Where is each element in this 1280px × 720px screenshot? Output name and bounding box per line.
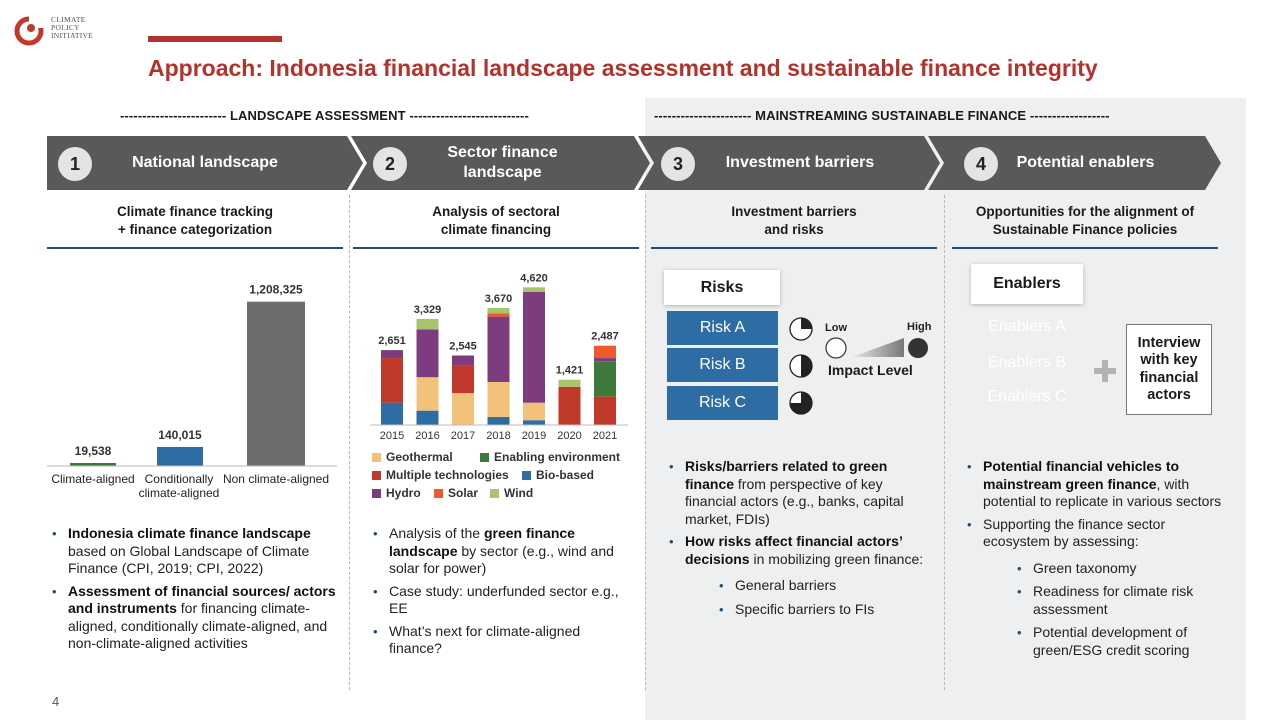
stacked-bar-segment <box>523 420 545 425</box>
legend-swatch <box>372 471 381 480</box>
half-pie-icon <box>790 355 812 377</box>
col1-bullets <box>52 525 337 658</box>
col1-heading: Climate finance tracking + finance categorization <box>116 204 274 237</box>
stacked-bar-segment <box>523 403 545 421</box>
list-item: • Analysis of the green finance landscape by sector (e.g., wind and solar for power) <box>373 525 635 578</box>
legend-label: Bio-based <box>536 468 595 482</box>
legend-item <box>434 486 478 500</box>
risk-a-box: Risk A <box>667 311 778 345</box>
step-2-label: Sector finance landscape <box>447 144 558 181</box>
step-3-number: 3 <box>661 147 695 181</box>
step-1-number: 1 <box>58 147 92 181</box>
legend-label: Wind <box>504 486 534 500</box>
stacked-bar-segment <box>594 346 616 358</box>
x-tick-label: 2016 <box>415 430 440 442</box>
bar-total-label: 2,487 <box>591 330 619 343</box>
list-item: • General barriers <box>669 577 937 595</box>
stacked-bar-segment <box>452 365 474 393</box>
list-item: • Assessment of financial sources/ actors and instruments for financing climate-aligned, conditionally climate-aligned, and non-climate-aligned activities <box>52 583 337 653</box>
impact-level-label: Impact Level <box>828 362 913 378</box>
stacked-bar-segment <box>417 411 439 425</box>
classification-bar-chart <box>47 280 337 470</box>
stacked-bar-segment <box>488 317 510 382</box>
stacked-bar-segment <box>488 382 510 417</box>
list-item: • Potential financial vehicles to mainstream green finance, with potential to replicate in various sectors <box>967 458 1227 511</box>
list-item: • Green taxonomy <box>967 560 1227 578</box>
bar-value-label: 140,015 <box>158 427 202 442</box>
legend-swatch <box>434 489 443 498</box>
bar <box>247 302 305 466</box>
stacked-bar-segment <box>594 358 616 361</box>
stacked-bar-segment <box>452 356 474 366</box>
legend-swatch <box>522 471 531 480</box>
quarter-pie-icon <box>790 318 812 340</box>
stacked-bar-segment <box>381 403 403 425</box>
legend-swatch <box>480 453 489 462</box>
page-title: Approach: Indonesia financial landscape assessment and sustainable finance integrity <box>148 55 1098 81</box>
legend-swatch <box>372 489 381 498</box>
risk-b-box: Risk B <box>667 348 778 382</box>
step-1-label: National landscape <box>132 154 278 171</box>
bar-total-label: 4,620 <box>520 272 548 285</box>
list-item: • Indonesia climate finance landscape based on Global Landscape of Climate Finance (CPI, 2019; CPI, 2022) <box>52 525 337 578</box>
step-3-label: Investment barriers <box>725 154 875 171</box>
legend-item <box>372 450 453 464</box>
list-item: • Supporting the finance sector ecosystem by assessing: <box>967 516 1227 551</box>
legend-label: Multiple technologies <box>386 468 509 482</box>
logo-text: CLIMATE POLICY INITIATIVE <box>51 15 94 40</box>
stacked-bar-segment <box>488 417 510 425</box>
interview-box: Interview with key financial actors <box>1126 324 1212 415</box>
legend-swatch <box>490 489 499 498</box>
stacked-bar-segment <box>523 287 545 291</box>
legend-label: Enabling environment <box>494 450 621 464</box>
bar-total-label: 2,651 <box>378 335 406 348</box>
landscape-assessment-label: ------------------------ LANDSCAPE ASSESSMENT --------------------------- <box>120 108 529 123</box>
col4-rule <box>952 247 1218 249</box>
x-tick-label: 2020 <box>557 430 582 442</box>
legend-item <box>522 468 594 482</box>
step-4-label: Potential enablers <box>1016 154 1155 171</box>
col2-bullets <box>373 525 635 663</box>
sector-chart-legend <box>372 450 632 502</box>
x-tick-label: 2018 <box>486 430 511 442</box>
legend-label: Geothermal <box>386 450 453 464</box>
bar-value-label: 19,538 <box>74 444 112 458</box>
legend-label: Hydro <box>386 486 421 500</box>
enablers-header: Enablers <box>971 264 1083 304</box>
bar-total-label: 3,670 <box>484 293 513 306</box>
bar-total-label: 3,329 <box>413 303 442 316</box>
enablers-a-box: Enablers A <box>988 318 1066 335</box>
sector-stacked-bar-chart <box>370 258 630 444</box>
col3-heading: Investment barriers and risks <box>731 204 857 237</box>
stacked-bar-segment <box>594 361 616 396</box>
legend-swatch <box>372 453 381 462</box>
list-item: • Specific barriers to FIs <box>669 601 937 619</box>
bar-category-label: Climate-aligned <box>51 472 135 486</box>
enablers-b-box: Enablers B <box>987 353 1067 371</box>
low-impact-circle-icon <box>826 338 846 358</box>
bar-value-label: 1,208,325 <box>249 282 303 297</box>
column-divider <box>645 195 646 690</box>
list-item: • How risks affect financial actors’ decisions in mobilizing green finance: <box>669 533 937 568</box>
stacked-bar-segment <box>488 313 510 316</box>
list-item: • Risks/barriers related to green finance from perspective of key financial actors (e.g., banks, capital market, FDIs) <box>669 458 937 528</box>
high-impact-circle-icon <box>908 338 928 358</box>
column-divider <box>944 195 945 690</box>
stacked-bar-segment <box>559 387 581 425</box>
risks-header: Risks <box>664 270 780 305</box>
stacked-bar-segment <box>594 396 616 425</box>
enablers-c-box: Enablers C <box>987 388 1067 405</box>
stacked-bar-segment <box>417 329 439 377</box>
col4-bullets <box>967 458 1227 664</box>
impact-pie-icons <box>787 314 817 424</box>
x-tick-label: 2017 <box>450 430 476 442</box>
stacked-bar-segment <box>381 350 403 358</box>
page-number: 4 <box>52 694 60 709</box>
col2-heading: Analysis of sectoral climate financing <box>432 204 560 237</box>
step-4-number: 4 <box>964 147 998 181</box>
legend-item <box>480 450 620 464</box>
stacked-bar-segment <box>381 358 403 403</box>
impact-high-label: High <box>907 321 932 333</box>
impact-scale <box>822 334 934 362</box>
col1-rule <box>47 247 343 249</box>
stacked-bar-segment <box>417 377 439 410</box>
impact-low-label: Low <box>825 322 847 334</box>
legend-item <box>372 468 509 482</box>
bar <box>157 447 203 466</box>
stacked-bar-segment <box>523 292 545 403</box>
bar-category-label: Non climate-aligned <box>222 472 330 486</box>
x-tick-label: 2019 <box>521 430 547 442</box>
list-item: • Potential development of green/ESG credit scoring <box>967 624 1227 659</box>
impact-ramp-icon <box>852 338 904 357</box>
plus-icon <box>1092 358 1118 384</box>
three-quarter-pie-icon <box>790 392 812 414</box>
col2-rule <box>353 247 639 249</box>
stacked-bar-segment <box>559 380 581 387</box>
x-tick-label: 2021 <box>592 430 618 442</box>
list-item: • What’s next for climate-aligned finance? <box>373 623 635 658</box>
mainstreaming-label: ---------------------- MAINSTREAMING SUSTAINABLE FINANCE ------------------ <box>654 108 1110 123</box>
bar-total-label: 1,421 <box>555 364 584 377</box>
bar-total-label: 2,545 <box>449 340 477 353</box>
column-divider <box>349 195 350 690</box>
legend-item <box>372 486 421 500</box>
col3-rule <box>651 247 937 249</box>
col3-bullets <box>669 458 937 623</box>
stacked-bar-segment <box>417 319 439 329</box>
legend-item <box>490 486 533 500</box>
list-item: • Case study: underfunded sector e.g., EE <box>373 583 635 618</box>
step-2-number: 2 <box>373 147 407 181</box>
legend-label: Solar <box>448 486 479 500</box>
bar-category-label: Conditionally climate-aligned <box>138 472 220 500</box>
x-tick-label: 2015 <box>379 430 405 442</box>
list-item: • Readiness for climate risk assessment <box>967 583 1227 618</box>
stacked-bar-segment <box>452 393 474 425</box>
col4-heading: Opportunities for the alignment of Sustainable Finance policies <box>975 204 1195 237</box>
risk-c-box: Risk C <box>667 386 778 420</box>
stacked-bar-segment <box>488 308 510 313</box>
